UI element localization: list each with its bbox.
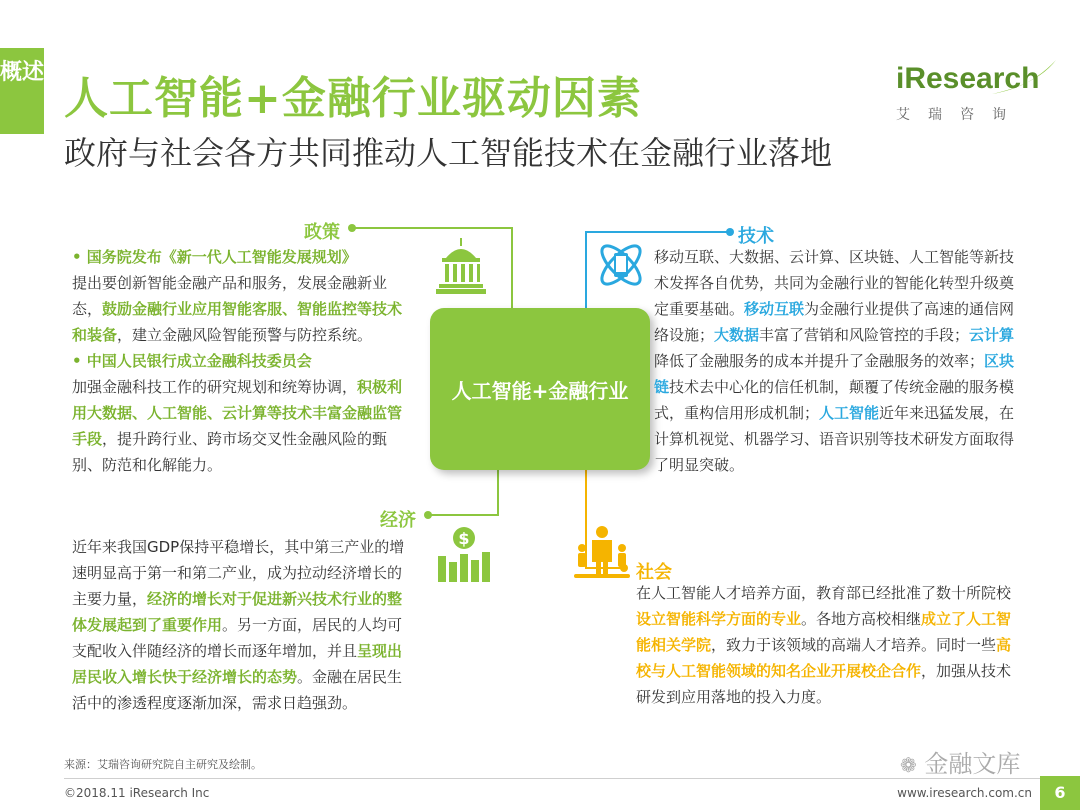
economy-highlight: 居民收入增长快于经济增长的态势 — [72, 668, 298, 686]
policy-text-line: 加强金融科技工作的研究规划和统筹协调， — [72, 378, 358, 396]
policy-text-line: 提出要创新智能金融产品和服务，发展金融新业 — [72, 274, 388, 292]
policy-highlight: 用大数据、人工智能、云计算等技术丰富金融监管 — [72, 404, 403, 422]
tech-highlight: 人工智能 — [819, 404, 880, 422]
watermark-text: 金融文库 — [924, 750, 1021, 778]
society-highlight: 校与人工智能领域的知名企业开展校企合作 — [636, 662, 922, 680]
tech-heading: 技术 — [738, 226, 774, 247]
copyright: ©2018.11 iResearch Inc — [64, 786, 210, 800]
economy-text-line: 支配收入伴随经济的增长而逐年增加，并且 — [72, 642, 358, 660]
page-number: 6 — [1040, 776, 1080, 810]
footer-url[interactable]: www.iresearch.com.cn — [897, 786, 1032, 800]
society-highlight: 设立智能科学方面的专业 — [636, 610, 802, 628]
tech-text-line: 了明显突破。 — [654, 456, 745, 474]
tech-text-line: 近年来迅猛发展，在 — [879, 404, 1015, 422]
tech-text-line: 定重要基础。 — [654, 300, 745, 318]
society-highlight: 能相关学院 — [636, 636, 712, 654]
tech-highlight: 移动互联 — [744, 300, 805, 318]
society-heading: 社会 — [636, 562, 672, 583]
policy-highlight: 手段 — [72, 430, 103, 448]
center-topic-label: 人工智能+金融行业 — [451, 378, 629, 403]
tech-text-line: 移动互联、大数据、云计算、区块链、人工智能等新技 — [654, 248, 1015, 266]
economy-panel — [72, 534, 422, 716]
economy-text-line: 活中的渗透程度逐渐加深，需求日趋强劲。 — [72, 694, 358, 712]
economy-highlight: 经济的增长对于促进新兴技术行业的整 — [147, 590, 403, 608]
tech-text-line: 计算机视觉、机器学习、语音识别等技术研发方面取得 — [654, 430, 1015, 448]
dollar-chart-icon — [436, 526, 492, 582]
policy-bullet-2-title: • 中国人民银行成立金融科技委员会 — [72, 352, 312, 370]
tech-text-line: 术发挥各自优势，共同为金融行业的智能化转型升级奠 — [654, 274, 1015, 292]
tech-text-line: 式，重构信用形成机制； — [654, 404, 820, 422]
footer-divider — [64, 778, 1044, 779]
society-text-line: ，加强从技术 — [921, 662, 1012, 680]
society-text-line: 研发到应用落地的投入力度。 — [636, 688, 832, 706]
policy-heading: 政策 — [304, 222, 340, 243]
people-group-icon — [574, 526, 630, 580]
economy-highlight: 呈现出 — [357, 642, 403, 660]
policy-panel — [72, 244, 412, 478]
society-highlight: 成立了人工智 — [921, 610, 1012, 628]
society-text-line: 在人工智能人才培养方面，教育部已经批准了数十所院校 — [636, 584, 1012, 602]
economy-highlight: 体发展起到了重要作用 — [72, 616, 223, 634]
page-title: 人工智能+金融行业驱动因素 — [64, 73, 642, 124]
policy-text-line: ，提升跨行业、跨市场交叉性金融风险的甄 — [102, 430, 388, 448]
economy-heading: 经济 — [380, 510, 416, 531]
tech-highlight: 链 — [654, 378, 670, 396]
policy-text-line: 别、防范和化解能力。 — [72, 456, 223, 474]
page-subtitle: 政府与社会各方共同推动人工智能技术在金融行业落地 — [64, 134, 833, 172]
economy-text-line: 近年来我国GDP保持平稳增长，其中第三产业的增 — [72, 538, 405, 556]
tech-panel — [654, 244, 1024, 478]
policy-text-line: ，建立金融风险智能预警与防控系统。 — [117, 326, 373, 344]
society-panel — [636, 580, 1026, 710]
policy-text-line: 态， — [72, 300, 103, 318]
logo-wordmark: iResearch — [896, 62, 1040, 95]
economy-text-line: 。另一方面，居民的人均可 — [222, 616, 403, 634]
wechat-icon: ❁ — [900, 753, 917, 777]
policy-highlight: 和装备 — [72, 326, 118, 344]
policy-highlight: 鼓励金融行业应用智能客服、智能监控等技术 — [102, 300, 403, 318]
government-building-icon — [436, 238, 486, 294]
society-text-line: 。各地方高校相继 — [801, 610, 922, 628]
logo-chinese: 艾瑞咨询 — [896, 107, 1024, 123]
section-tab-label: 概述 — [0, 60, 45, 85]
policy-highlight: 积极利 — [357, 378, 403, 396]
tech-highlight: 区块 — [984, 352, 1015, 370]
center-topic-box — [430, 308, 650, 470]
tech-text-line: 技术去中心化的信任机制，颠覆了传统金融的服务模 — [669, 378, 1015, 396]
economy-text-line: 速明显高于第一和第二产业，成为拉动经济增长的 — [72, 564, 403, 582]
society-highlight: 高 — [996, 636, 1012, 654]
economy-text-line: 。金融在居民生 — [297, 668, 403, 686]
tech-highlight: 云计算 — [969, 326, 1015, 344]
tech-text-line: 为金融行业提供了高速的通信网 — [804, 300, 1015, 318]
tech-text-line: 丰富了营销和风险管控的手段； — [759, 326, 970, 344]
society-text-line: ，致力于该领域的高端人才培养。同时一些 — [711, 636, 997, 654]
watermark — [900, 744, 1020, 779]
tech-text-line: 络设施； — [654, 326, 715, 344]
economy-text-line: 主要力量， — [72, 590, 148, 608]
tech-highlight: 大数据 — [714, 326, 760, 344]
source-note: 来源：艾瑞咨询研究院自主研究及绘制。 — [64, 758, 262, 771]
policy-bullet-1-title: • 国务院发布《新一代人工智能发展规划》 — [72, 248, 357, 266]
svg-text:$: $ — [458, 529, 470, 548]
atom-phone-icon — [594, 238, 648, 292]
tech-text-line: 降低了金融服务的成本并提升了金融服务的效率； — [654, 352, 985, 370]
